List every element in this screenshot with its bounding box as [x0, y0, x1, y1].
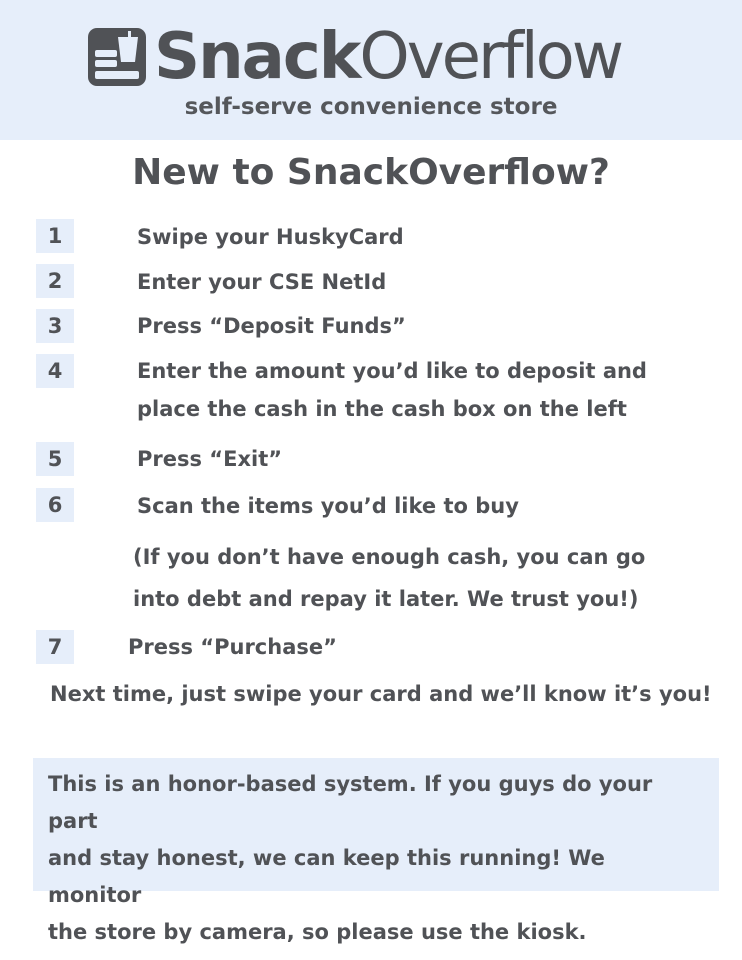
step-6-note: [133, 536, 723, 620]
brand-name-light: Overflow: [359, 20, 622, 94]
step-text-6: Scan the items you’d like to buy: [137, 494, 519, 518]
step-number-4: 4: [36, 354, 74, 388]
step-6-note-line-1: (If you don’t have enough cash, you can go: [133, 545, 646, 569]
snack-cup-icon: [88, 28, 146, 86]
step-text-2: Enter your CSE NetId: [137, 270, 387, 294]
honor-line-2: and stay honest, we can keep this running! We monitor: [48, 846, 605, 907]
honor-line-3: the store by camera, so please use the kiosk.: [48, 920, 587, 944]
step-6-note-line-2: into debt and repay it later. We trust you!): [133, 587, 639, 611]
honor-line-1: This is an honor-based system. If you guys do your part: [48, 772, 653, 833]
step-number-5: 5: [36, 442, 74, 476]
step-text-7: Press “Purchase”: [128, 635, 337, 659]
next-time-message: Next time, just swipe your card and we’ll know it’s you!: [50, 682, 712, 706]
step-text-4-line-1: Enter the amount you’d like to deposit and: [137, 359, 647, 383]
step-number-2: 2: [36, 264, 74, 298]
brand-name-bold: Snack: [154, 20, 360, 94]
step-number-7: 7: [36, 630, 74, 664]
step-number-1: 1: [36, 219, 74, 253]
step-text-1: Swipe your HuskyCard: [137, 225, 404, 249]
header-banner: [0, 0, 742, 140]
tagline: self-serve convenience store: [184, 94, 558, 120]
honor-system-notice: [33, 758, 719, 944]
step-number-3: 3: [36, 309, 74, 343]
step-text-5: Press “Exit”: [137, 447, 283, 471]
step-number-6: 6: [36, 488, 74, 522]
page-title: New to SnackOverflow?: [132, 152, 610, 193]
step-text-3: Press “Deposit Funds”: [137, 314, 406, 338]
logo: [88, 22, 621, 92]
step-text-4-line-2: place the cash in the cash box on the left: [137, 397, 627, 421]
